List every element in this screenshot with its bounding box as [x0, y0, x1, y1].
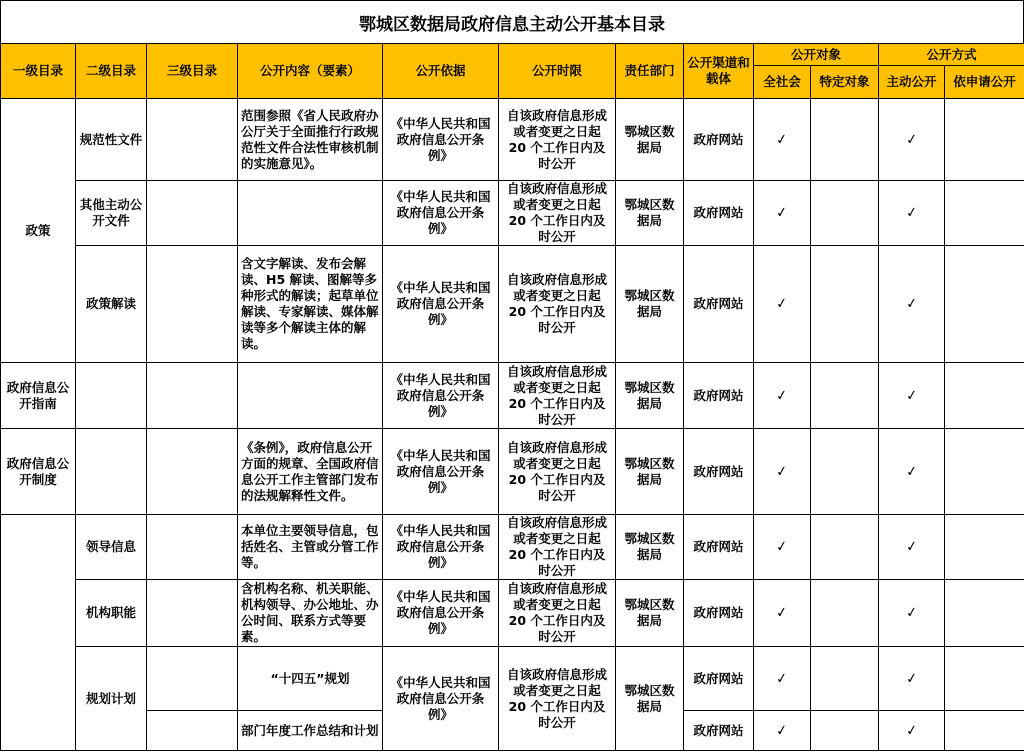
request-cell [945, 246, 1024, 363]
basis-cell: 《中华人民共和国政府信息公开条例》 [383, 580, 499, 647]
dept-cell: 鄂城区数据局 [616, 429, 684, 515]
check-all-cell [754, 515, 811, 580]
specific-cell [811, 181, 879, 246]
table-row [1, 363, 1024, 429]
check-active-cell [879, 363, 945, 429]
channel-cell: 政府网站 [684, 647, 754, 711]
check-icon: ✓ [904, 386, 919, 405]
request-cell [945, 99, 1024, 181]
time-cell: 自该政府信息形成或者变更之日起 20 个工作日内及时公开 [499, 99, 616, 181]
level2-cell: 规划计划 [76, 647, 147, 751]
request-cell [945, 711, 1024, 751]
request-cell [945, 429, 1024, 515]
table-row [1, 515, 1024, 580]
channel-cell: 政府网站 [684, 363, 754, 429]
header-content: 公开内容（要素） [238, 44, 383, 99]
specific-cell [811, 429, 879, 515]
level3-cell [147, 181, 238, 246]
level2-cell: 领导信息 [76, 515, 147, 580]
level3-cell [147, 711, 238, 751]
time-cell: 自该政府信息形成或者变更之日起 20 个工作日内及时公开 [499, 647, 616, 751]
channel-cell: 政府网站 [684, 580, 754, 647]
header-row [1, 44, 1024, 66]
specific-cell [811, 647, 879, 711]
check-active-cell [879, 647, 945, 711]
time-cell: 自该政府信息形成或者变更之日起 20 个工作日内及时公开 [499, 363, 616, 429]
content-cell [238, 181, 383, 246]
check-all-cell [754, 246, 811, 363]
header-method-request: 依申请公开 [945, 66, 1024, 99]
header-time: 公开时限 [499, 44, 616, 99]
check-icon: ✓ [775, 669, 789, 688]
check-active-cell [879, 580, 945, 647]
specific-cell [811, 515, 879, 580]
check-icon: ✓ [775, 386, 789, 405]
specific-cell [811, 246, 879, 363]
channel-cell: 政府网站 [684, 711, 754, 751]
header-level3: 三级目录 [147, 44, 238, 99]
check-icon: ✓ [904, 538, 919, 556]
content-cell: 含文字解读、发布会解读、H5 解读、图解等多种形式的解读；起草单位解读、专家解读、媒体解读等多个解读主体的解读。 [238, 246, 383, 363]
level2-cell: 政策解读 [76, 246, 147, 363]
check-active-cell [879, 711, 945, 751]
header-method-active: 主动公开 [879, 66, 945, 99]
header-basis: 公开依据 [383, 44, 499, 99]
table-row [1, 647, 1024, 711]
content-cell: 范围参照《省人民政府办公厅关于全面推行行政规范性文件合法性审核机制的实施意见》。 [238, 99, 383, 181]
check-all-cell [754, 181, 811, 246]
channel-cell: 政府网站 [684, 181, 754, 246]
check-all-cell [754, 647, 811, 711]
content-cell: “十四五”规划 [238, 647, 383, 711]
header-dept: 责任部门 [616, 44, 684, 99]
check-icon: ✓ [904, 604, 919, 622]
specific-cell [811, 363, 879, 429]
header-level2: 二级目录 [76, 44, 147, 99]
check-active-cell [879, 99, 945, 181]
check-all-cell [754, 99, 811, 181]
content-cell: 《条例》，政府信息公开方面的规章、全国政府信息公开工作主管部门发布的法规解释性文件。 [238, 429, 383, 515]
dept-cell: 鄂城区数据局 [616, 99, 684, 181]
header-target: 公开对象 [754, 44, 879, 66]
content-cell [238, 363, 383, 429]
content-cell: 含机构名称、机关职能、机构领导、办公地址、办公时间、联系方式等要素。 [238, 580, 383, 647]
dept-cell: 鄂城区数据局 [616, 181, 684, 246]
channel-cell: 政府网站 [684, 515, 754, 580]
level3-cell [147, 580, 238, 647]
check-icon: ✓ [775, 538, 789, 556]
check-icon: ✓ [775, 295, 789, 313]
level3-cell [147, 363, 238, 429]
request-cell [945, 181, 1024, 246]
dept-cell: 鄂城区数据局 [616, 363, 684, 429]
table-row [1, 429, 1024, 515]
catalog-table [0, 43, 1024, 751]
basis-cell: 《中华人民共和国政府信息公开条例》 [383, 99, 499, 181]
level3-cell [147, 246, 238, 363]
check-icon: ✓ [904, 130, 919, 149]
request-cell [945, 647, 1024, 711]
header-method: 公开方式 [879, 44, 1024, 66]
content-cell: 本单位主要领导信息，包括姓名、主管或分管工作等。 [238, 515, 383, 580]
level3-cell [147, 647, 238, 711]
request-cell [945, 580, 1024, 647]
request-cell [945, 515, 1024, 580]
header-channel: 公开渠道和载体 [684, 44, 754, 99]
level1-cell: 政府信息公开制度 [1, 429, 76, 515]
level2-cell [76, 429, 147, 515]
time-cell: 自该政府信息形成或者变更之日起 20 个工作日内及时公开 [499, 246, 616, 363]
time-cell: 自该政府信息形成或者变更之日起 20 个工作日内及时公开 [499, 580, 616, 647]
level2-cell: 规范性文件 [76, 99, 147, 181]
basis-cell: 《中华人民共和国政府信息公开条例》 [383, 246, 499, 363]
level1-cell: 政府信息公开指南 [1, 363, 76, 429]
dept-cell: 鄂城区数据局 [616, 580, 684, 647]
check-icon: ✓ [775, 462, 789, 481]
specific-cell [811, 711, 879, 751]
dept-cell: 鄂城区数据局 [616, 246, 684, 363]
basis-cell: 《中华人民共和国政府信息公开条例》 [383, 515, 499, 580]
basis-cell: 《中华人民共和国政府信息公开条例》 [383, 363, 499, 429]
specific-cell [811, 99, 879, 181]
time-cell: 自该政府信息形成或者变更之日起 20 个工作日内及时公开 [499, 181, 616, 246]
level1-cell: 政策 [1, 99, 76, 363]
check-icon: ✓ [775, 130, 789, 149]
level3-cell [147, 429, 238, 515]
header-level1: 一级目录 [1, 44, 76, 99]
check-icon: ✓ [775, 204, 789, 222]
request-cell [945, 363, 1024, 429]
channel-cell: 政府网站 [684, 246, 754, 363]
specific-cell [811, 580, 879, 647]
level2-cell: 机构职能 [76, 580, 147, 647]
table-row [1, 181, 1024, 246]
check-active-cell [879, 515, 945, 580]
table-row [1, 246, 1024, 363]
check-icon: ✓ [904, 295, 919, 313]
channel-cell: 政府网站 [684, 429, 754, 515]
level3-cell [147, 99, 238, 181]
header-target-specific: 特定对象 [811, 66, 879, 99]
dept-cell: 鄂城区数据局 [616, 647, 684, 751]
time-cell: 自该政府信息形成或者变更之日起 20 个工作日内及时公开 [499, 429, 616, 515]
page-title: 鄂城区数据局政府信息主动公开基本目录 [0, 0, 1024, 44]
check-all-cell [754, 429, 811, 515]
level1-cell [1, 515, 76, 751]
level3-cell [147, 515, 238, 580]
check-active-cell [879, 246, 945, 363]
table-row [1, 580, 1024, 647]
basis-cell: 《中华人民共和国政府信息公开条例》 [383, 647, 499, 751]
time-cell: 自该政府信息形成或者变更之日起 20 个工作日内及时公开 [499, 515, 616, 580]
check-all-cell [754, 363, 811, 429]
check-icon: ✓ [904, 462, 919, 481]
dept-cell: 鄂城区数据局 [616, 515, 684, 580]
check-active-cell [879, 181, 945, 246]
check-icon: ✓ [904, 721, 919, 740]
level2-cell: 其他主动公开文件 [76, 181, 147, 246]
basis-cell: 《中华人民共和国政府信息公开条例》 [383, 429, 499, 515]
header-target-all: 全社会 [754, 66, 811, 99]
basis-cell: 《中华人民共和国政府信息公开条例》 [383, 181, 499, 246]
check-icon: ✓ [775, 604, 789, 622]
check-all-cell [754, 711, 811, 751]
check-all-cell [754, 580, 811, 647]
level2-cell [76, 363, 147, 429]
check-icon: ✓ [904, 669, 919, 688]
check-icon: ✓ [775, 721, 789, 740]
channel-cell: 政府网站 [684, 99, 754, 181]
content-cell: 部门年度工作总结和计划 [238, 711, 383, 751]
check-icon: ✓ [904, 204, 919, 222]
table-row [1, 99, 1024, 181]
check-active-cell [879, 429, 945, 515]
